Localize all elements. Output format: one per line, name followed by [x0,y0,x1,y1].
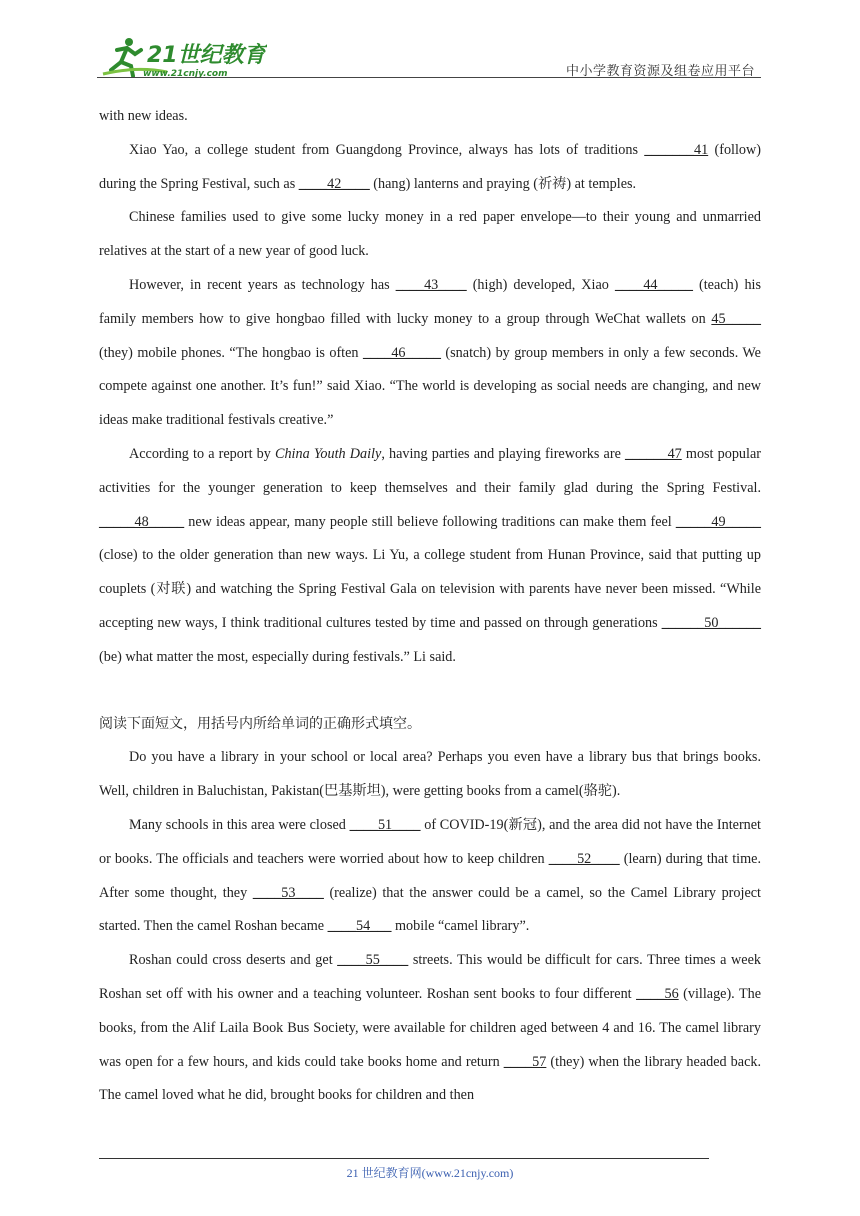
blank-53: ____53____ [252,884,324,901]
text-run: (high) developed, Xiao [466,276,615,293]
blank-46: ____46_____ [362,344,441,361]
blank-55: ____55____ [337,952,409,969]
blank-51: ____51____ [349,816,421,833]
paragraph-continuation: with new ideas. [99,108,188,124]
logo [97,36,267,78]
text-run: most popular activities for the younger generation to keep themselves and their family glad during the Spring Festival. [99,445,761,496]
paragraph-lucky-money: Chinese families used to give some lucky money in a red paper envelope—to their young and unmarried relatives at the start of a new year of good luck. [99,209,761,260]
paragraph-schools-closed [99,809,761,944]
text-run: (they) mobile phones. “The hongbao is often [99,344,363,361]
text-run: (follow) during the Spring Festival, such as [99,141,761,192]
text-run: of COVID-19(新冠), and the area did not have the Internet or books. The officials and teachers were worried about how to keep children [99,816,762,867]
logo-url: www.21cnjy.com [143,69,228,78]
logo-text: 21世纪教育 [147,43,266,68]
paragraph-china-youth-daily [99,438,761,675]
blank-54: ____54___ [327,918,392,935]
header-tagline: 中小学教育资源及组卷应用平台 [565,64,755,79]
text-run: According to a report by [129,445,275,462]
text-run: (learn) during that time. After some thought, they [99,850,761,901]
text-run: Roshan could cross deserts and get [129,952,338,969]
blank-45: 45_____ [711,310,761,327]
text-run: (close) to the older generation than new ways. Li Yu, a college student from Hunan Province, said that putting up couplets (对联) and watching the Spring Festival Gala on television with parents have never been missed. “While accepting new ways, I think traditional cultures tested by time and passed on through generations [99,547,761,631]
text-run: (snatch) by group members in only a few seconds. We compete against one another. It’s fun!” said Xiao. “The world is developing as social needs are changing, and new ideas make traditional festivals creative.” [99,344,761,429]
blank-56: ____56 [636,985,679,1002]
text-run: new ideas appear, many people still believe following traditions can make them feel [184,513,676,530]
blank-57: ____57 [503,1053,547,1070]
blank-50: ______50______ [661,614,761,631]
paragraph-library: Do you have a library in your school or local area? Perhaps you even have a library bus that brings books. Well, children in Baluchistan, Pakistan(巴基斯坦), were getting books from a camel(骆驼). [99,749,761,800]
text-run: (they) when the library headed back. The camel loved what he did, brought books for children and then [99,1053,762,1104]
blank-42: ____42____ [298,175,370,192]
section-instructions: 阅读下面短文，用括号内所给单词的正确形式填空。 [99,715,421,732]
paragraph-technology [99,269,761,438]
section-gap [99,675,761,708]
footer-link[interactable]: 21 世纪教育网(www.21cnjy.com) [346,1166,514,1180]
text-run: (realize) that the answer could be a camel, so the Camel Library project started. Then the camel Roshan became [99,884,761,935]
blank-48: _____48_____ [99,513,185,530]
blank-52: ____52____ [548,850,620,867]
page-header [97,32,761,78]
text-run: (village). The books, from the Alif Laila Book Bus Society, were available for children aged between 4 and 16. The camel library was open for a few hours, and kids could take books home and return [99,985,761,1070]
text-run: streets. This would be difficult for cars. Three times a week Roshan set off with his owner and a teaching volunteer. Roshan sent books to four different [99,952,761,1002]
document-body [99,100,761,1113]
text-run: Many schools in this area were closed [129,816,350,833]
blank-43: ____43____ [395,276,467,293]
text-run: Xiao Yao, a college student from Guangdong Province, always has lots of traditions [129,141,645,158]
runner-logo-icon [97,36,267,78]
blank-41: _______41 [644,141,709,158]
text-run: , having parties and playing fireworks are [381,445,626,462]
newspaper-title: China Youth Daily [275,445,382,462]
paragraph-roshan [99,944,761,1113]
blank-44: ____44_____ [614,276,693,293]
footer-divider [99,1158,709,1159]
text-run: (be) what matter the most, especially during festivals.” Li said. [99,648,456,665]
text-run: (teach) his family members how to give hongbao filled with lucky money to a group through WeChat wallets on [99,276,761,327]
text-run: (hang) lanterns and praying (祈祷) at temples. [369,175,637,192]
header-divider [97,77,761,78]
blank-47: ______47 [625,445,682,462]
text-run: However, in recent years as technology has [129,276,396,293]
text-run: mobile “camel library”. [391,918,530,935]
blank-49: _____49_____ [675,513,761,530]
paragraph-xiao-yao [99,134,761,202]
